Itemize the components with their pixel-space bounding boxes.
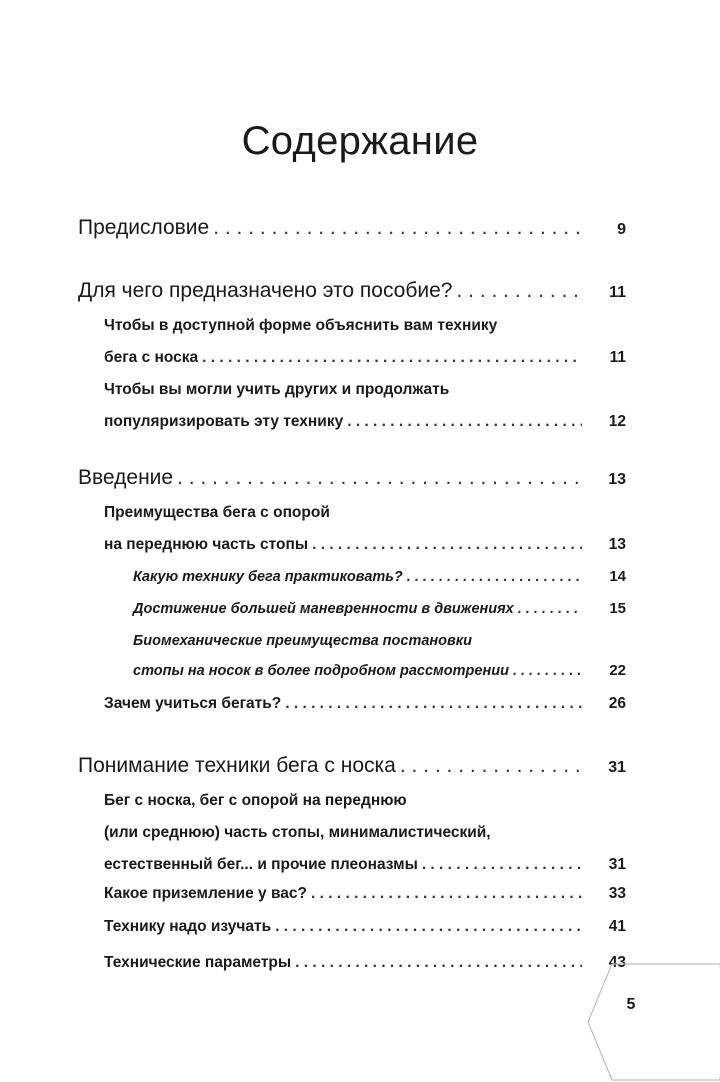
toc-page-number: 14 — [609, 568, 626, 585]
dot-leader — [407, 562, 582, 592]
dot-leader — [347, 406, 582, 438]
toc-entry-line — [104, 849, 626, 881]
toc-entry-title: Технику надо изучать — [104, 918, 272, 935]
dot-leader — [213, 213, 582, 243]
page-number: 5 — [626, 996, 636, 1013]
toc-entry-line — [104, 688, 626, 720]
toc-entry-title: Зачем учиться бегать? — [104, 695, 282, 712]
toc-entry — [104, 688, 626, 720]
dot-leader — [422, 849, 582, 881]
toc-entry-line — [104, 342, 626, 374]
toc-entry-title: популяризировать эту технику — [104, 413, 344, 430]
toc-entry-line — [104, 817, 626, 849]
toc-entry-title: естественный бег... и прочие плеоназмы — [104, 856, 418, 873]
toc-entry-line — [78, 213, 626, 245]
toc-page-number: 11 — [609, 349, 626, 366]
toc-page-number: 31 — [608, 856, 626, 873]
toc-entry-title: Какое приземление у вас? — [104, 885, 307, 902]
toc-entry — [133, 626, 626, 686]
toc-entry-title: (или среднюю) часть стопы, минималистический, — [104, 824, 491, 841]
toc-page-number: 43 — [608, 954, 626, 971]
toc-entry-title: Преимущества бега с опорой — [104, 504, 330, 521]
dot-leader — [518, 594, 582, 624]
dot-leader — [177, 463, 582, 493]
toc-page-number: 12 — [608, 413, 626, 430]
toc-entry-title: Биомеханические преимущества постановки — [133, 633, 472, 649]
toc-page-number: 9 — [617, 221, 626, 238]
toc-entry-line — [78, 463, 626, 495]
dot-leader — [312, 529, 582, 561]
toc-entry-title: Бег с носка, бег с опорой на переднюю — [104, 792, 407, 809]
toc-entry-line — [104, 529, 626, 561]
toc-entry — [78, 751, 626, 783]
dot-leader — [400, 751, 582, 781]
toc-entry-title: Чтобы вы могли учить других и продолжать — [104, 381, 450, 398]
toc-entry-line — [104, 947, 626, 979]
toc-entry-title: стопы на носок в более подробном рассмотрении — [133, 663, 509, 679]
toc-entry-line — [104, 785, 626, 817]
toc-entry-line — [104, 310, 626, 342]
toc-entry — [78, 463, 626, 495]
toc-entry-line — [78, 751, 626, 783]
toc-entry — [104, 785, 626, 881]
toc-entry — [78, 213, 626, 245]
toc-entry-title: Понимание техники бега с носка — [78, 754, 396, 777]
toc-entry-title: Введение — [78, 466, 174, 489]
dot-leader — [285, 688, 582, 720]
toc-entry — [104, 911, 626, 943]
toc-entry-title: на переднюю часть стопы — [104, 536, 309, 553]
toc-page-number: 22 — [609, 662, 626, 679]
toc-page-number: 31 — [608, 759, 626, 776]
dot-leader — [275, 911, 582, 943]
toc-entry — [104, 947, 626, 979]
toc-entry — [104, 878, 626, 910]
toc-entry-line — [133, 626, 626, 656]
toc-entry-title: Технические параметры — [104, 954, 292, 971]
toc-entry — [133, 594, 626, 624]
toc-entry-title: Какую технику бега практиковать? — [133, 569, 403, 585]
toc-entry — [104, 497, 626, 561]
page-number-hexagon — [586, 962, 720, 1082]
toc-entry-line — [133, 594, 626, 624]
toc-entry — [78, 276, 626, 308]
toc-entry-line — [104, 878, 626, 910]
dot-leader — [513, 656, 582, 686]
toc-page-number: 13 — [608, 536, 626, 553]
toc-entry-title: бега с носка — [104, 349, 199, 366]
toc-page-number: 26 — [608, 695, 626, 712]
dot-leader — [311, 878, 582, 910]
toc-entry-title: Достижение большей маневренности в движениях — [133, 601, 514, 617]
toc-entry — [104, 310, 626, 374]
toc-page-number: 11 — [609, 284, 626, 301]
page-title: Содержание — [241, 118, 479, 163]
toc-entry — [133, 562, 626, 592]
toc-entry-title: Для чего предназначено это пособие? — [78, 279, 453, 302]
toc-entry-line — [104, 374, 626, 406]
dot-leader — [202, 342, 582, 374]
toc-page-number: 15 — [609, 600, 626, 617]
toc-entry-title: Предисловие — [78, 216, 210, 239]
toc-entry-line — [104, 911, 626, 943]
toc-page-number: 13 — [608, 471, 626, 488]
toc-entry — [104, 374, 626, 438]
dot-leader — [295, 947, 582, 979]
toc-entry-line — [133, 562, 626, 592]
toc-entry-line — [133, 656, 626, 686]
dot-leader — [456, 276, 582, 306]
toc-entry-line — [104, 497, 626, 529]
toc-page-number: 41 — [608, 918, 626, 935]
toc-entry-line — [104, 406, 626, 438]
toc-page-number: 33 — [608, 885, 626, 902]
toc-entry-line — [78, 276, 626, 308]
toc-entry-title: Чтобы в доступной форме объяснить вам технику — [104, 317, 498, 334]
